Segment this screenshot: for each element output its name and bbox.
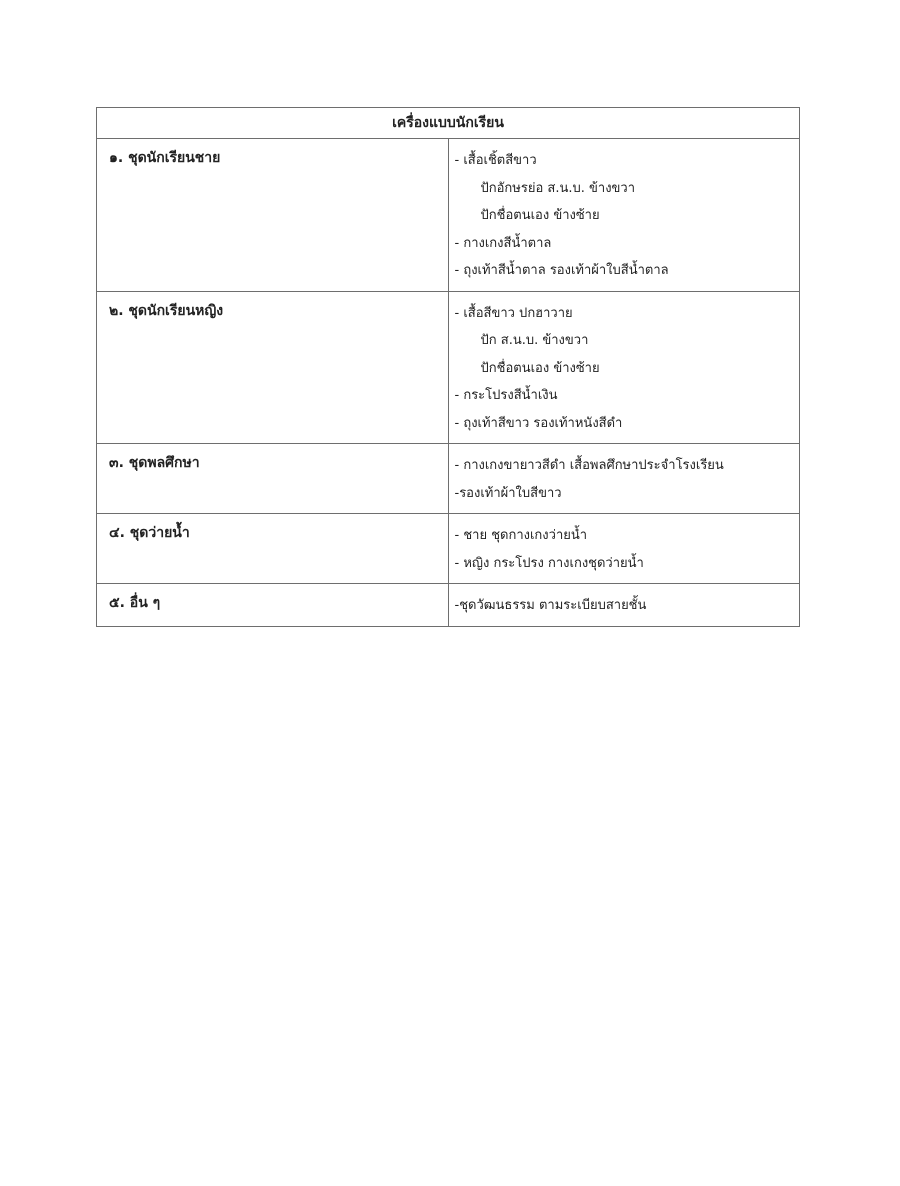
uniform-table-body	[97, 108, 800, 627]
uniform-table	[96, 107, 800, 627]
detail-line: -รองเท้าผ้าใบสีขาว	[454, 485, 562, 501]
detail-line: ปักชื่อตนเอง ข้างซ้าย	[480, 208, 600, 223]
table-row	[97, 514, 800, 584]
detail-line: - กางเกงสีน้ำตาล	[454, 235, 552, 251]
detail-line: - เสื้อเชิ้ตสีขาว	[454, 153, 537, 168]
category-cell	[97, 139, 449, 292]
category-cell	[97, 514, 449, 584]
table-title-row	[97, 108, 800, 139]
detail-line: - ถุงเท้าสีขาว รองเท้าหนังสีดำ	[454, 415, 623, 431]
detail-line: ปัก ส.น.บ. ข้างขวา	[480, 333, 589, 348]
detail-line: -ชุดวัฒนธรรม ตามระเบียบสายชั้น	[454, 598, 647, 613]
details-cell	[448, 444, 800, 514]
category-cell	[97, 291, 449, 444]
table-row	[97, 584, 800, 627]
table-title-cell	[97, 108, 800, 139]
category-label: ๓. ชุดพลศึกษา	[109, 455, 200, 471]
table-title: เครื่องแบบนักเรียน	[392, 115, 504, 131]
detail-line: - กางเกงขายาวสีดำ เสื้อพลศึกษาประจำโรงเรียน	[454, 458, 724, 473]
details-cell	[448, 139, 800, 292]
category-label: ๑. ชุดนักเรียนชาย	[109, 150, 221, 166]
category-label: ๒. ชุดนักเรียนหญิง	[109, 302, 224, 319]
table-row	[97, 291, 800, 444]
detail-line: - หญิง กระโปรง กางเกงชุดว่ายน้ำ	[454, 555, 644, 571]
table-row	[97, 444, 800, 514]
category-label: ๕. อื่น ๆ	[109, 595, 161, 611]
detail-line: ปักอักษรย่อ ส.น.บ. ข้างขวา	[480, 180, 636, 196]
details-cell	[448, 291, 800, 444]
detail-line: ปักชื่อตนเอง ข้างซ้าย	[480, 360, 600, 376]
category-cell	[97, 444, 449, 514]
detail-line: - ชาย ชุดกางเกงว่ายน้ำ	[454, 528, 588, 543]
category-cell	[97, 584, 449, 627]
details-cell	[448, 584, 800, 627]
detail-line: - ถุงเท้าสีน้ำตาล รองเท้าผ้าใบสีน้ำตาล	[454, 263, 669, 278]
category-label: ๔. ชุดว่ายน้ำ	[109, 525, 190, 541]
detail-line: - เสื้อสีขาว ปกฮาวาย	[454, 305, 573, 321]
table-row	[97, 139, 800, 292]
detail-line: - กระโปรงสีน้ำเงิน	[454, 388, 558, 403]
details-cell	[448, 514, 800, 584]
